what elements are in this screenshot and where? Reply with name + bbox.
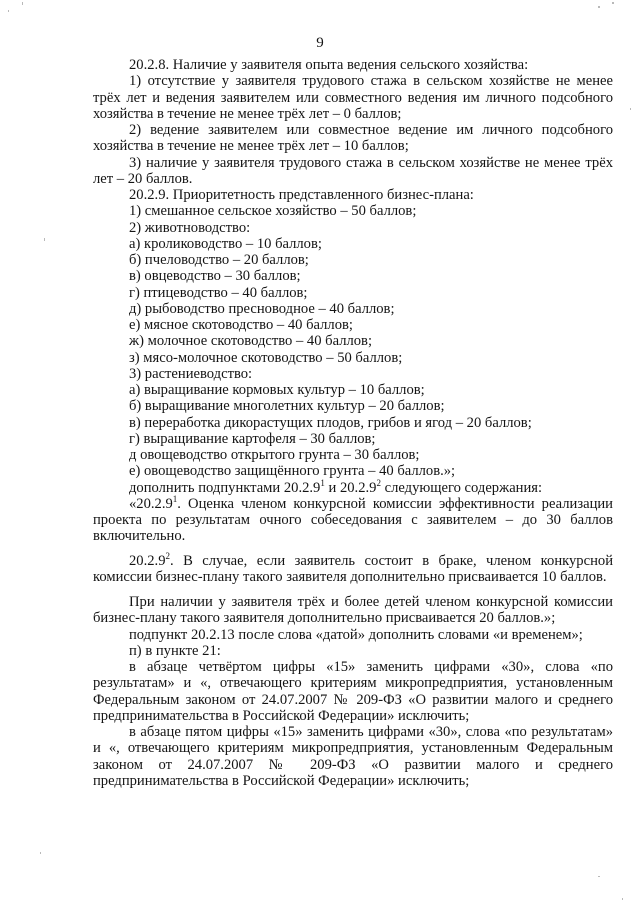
scan-artifact <box>630 108 631 110</box>
list-item-potatoes: г) выращивание картофеля – 30 баллов; <box>129 430 376 447</box>
list-item-perennial-crops: б) выращивание многолетних культур – 20 баллов; <box>129 398 445 415</box>
scan-artifact <box>44 238 45 241</box>
paragraph-20-2-8-item-2: 2) ведение заявителем или совместное ведение им личного подсобного хозяйства в течение не менее трёх лет – 10 баллов; <box>93 122 613 155</box>
list-item-fodder-crops: а) выращивание кормовых культур – 10 баллов; <box>129 382 425 398</box>
scan-artifact <box>8 10 9 12</box>
text-run: следующего содержания: <box>380 479 543 496</box>
paragraph-abzats-5: в абзаце пятом цифры «15» заменить цифрами «30», слова «по результатам» и «, отвечающего критериям микропредприятия, установленным Федеральным законом от 24.07.2007 № 209-ФЗ «О развитии малого и среднего предпринимательства в Российской Федерации» исключить; <box>93 724 613 789</box>
superscript: 2 <box>165 550 170 561</box>
list-item-rabbits: а) кролиководство – 10 баллов; <box>129 235 322 252</box>
scan-artifact <box>612 2 614 4</box>
paragraph-abzats-4: в абзаце четвёртом цифры «15» заменить цифрами «30», слова «по результатам» и «, отвечающего критериям микропредприятия, установленным Федеральным законом от 24.07.2007 № 209-ФЗ «О развитии малого и среднего предпринимательства в Российской Федерации» исключить; <box>93 659 613 724</box>
paragraph-add-subitems <box>93 477 613 496</box>
document-body <box>93 57 613 789</box>
list-item-sheep: в) овцеводство – 30 баллов; <box>129 268 301 285</box>
list-item-fish: д) рыбоводство пресноводное – 40 баллов; <box>129 300 395 317</box>
scan-artifact <box>598 6 600 8</box>
scan-artifact <box>22 2 23 5</box>
paragraph-20-2-8-item-3: 3) наличие у заявителя трудового стажа в сельском хозяйстве не менее трёх лет – 20 баллов. <box>93 154 613 187</box>
list-item-mixed-farming: 1) смешанное сельское хозяйство – 50 баллов; <box>129 203 417 220</box>
superscript: 2 <box>376 477 381 488</box>
list-item-greenhouse: е) овощеводство защищённого грунта – 40 баллов.»; <box>129 463 456 480</box>
paragraph-20-2-9-heading: 20.2.9. Приоритетность представленного бизнес-плана: <box>129 187 474 203</box>
text-run: дополнить подпунктами 20.2.9 <box>129 479 321 496</box>
list-item-crop-production: 3) растениеводство: <box>129 365 253 382</box>
paragraph-20-2-13: подпункт 20.2.13 после слова «датой» дополнить словами «и временем»; <box>129 626 583 643</box>
paragraph-20-2-8-item-1: 1) отсутствие у заявителя трудового стажа в сельском хозяйстве не менее трёх лет и ведения заявителем или совместного ведения им личного подсобного хозяйства в течение не менее трёх лет – 0 баллов; <box>93 73 613 122</box>
list-item-beef-cattle: е) мясное скотоводство – 40 баллов; <box>129 317 353 333</box>
paragraph-20-2-9-1 <box>93 493 613 545</box>
scan-artifact <box>40 852 41 854</box>
superscript: 1 <box>320 477 325 488</box>
list-item-wild-harvest: в) переработка дикорастущих плодов, грибов и ягод – 20 баллов; <box>129 414 532 431</box>
list-item-dairy-cattle: ж) молочное скотоводство – 40 баллов; <box>129 333 373 350</box>
list-item-livestock: 2) животноводство: <box>129 219 251 236</box>
text-run: и 20.2.9 <box>324 479 377 496</box>
list-item-beekeeping: б) пчеловодство – 20 баллов; <box>129 252 309 268</box>
paragraph-point-21: п) в пункте 21: <box>129 642 221 659</box>
superscript: 1 <box>172 493 178 504</box>
paragraph-20-2-9-2 <box>93 550 613 586</box>
text-run: «20.2.9 <box>129 495 173 512</box>
paragraph-20-2-8-heading: 20.2.8. Наличие у заявителя опыта ведения сельского хозяйства: <box>129 57 529 73</box>
list-item-poultry: г) птицеводство – 40 баллов; <box>129 284 308 301</box>
text-run: 20.2.9 <box>129 552 166 569</box>
list-item-open-ground: д овощеводство открытого грунта – 30 баллов; <box>129 447 420 463</box>
list-item-meat-dairy-cattle: з) мясо-молочное скотоводство – 50 баллов; <box>129 349 403 366</box>
text-run: . В случае, если заявитель состоит в браке, членом конкурсной комиссии бизнес-плану такого заявителя дополнительно присваивается 10 баллов. <box>93 552 613 585</box>
paragraph-children-bonus: При наличии у заявителя трёх и более детей членом конкурсной комиссии бизнес-плану такого заявителя дополнительно присваивается 20 баллов.»; <box>93 594 613 627</box>
page-number: 9 <box>316 35 324 51</box>
text-run: . Оценка членом конкурсной комиссии эффективности реализации проекта по результатам очного собеседования с заявителем – до 30 баллов включительно. <box>93 495 613 545</box>
scan-artifact <box>622 898 623 900</box>
scan-artifact <box>598 876 600 877</box>
